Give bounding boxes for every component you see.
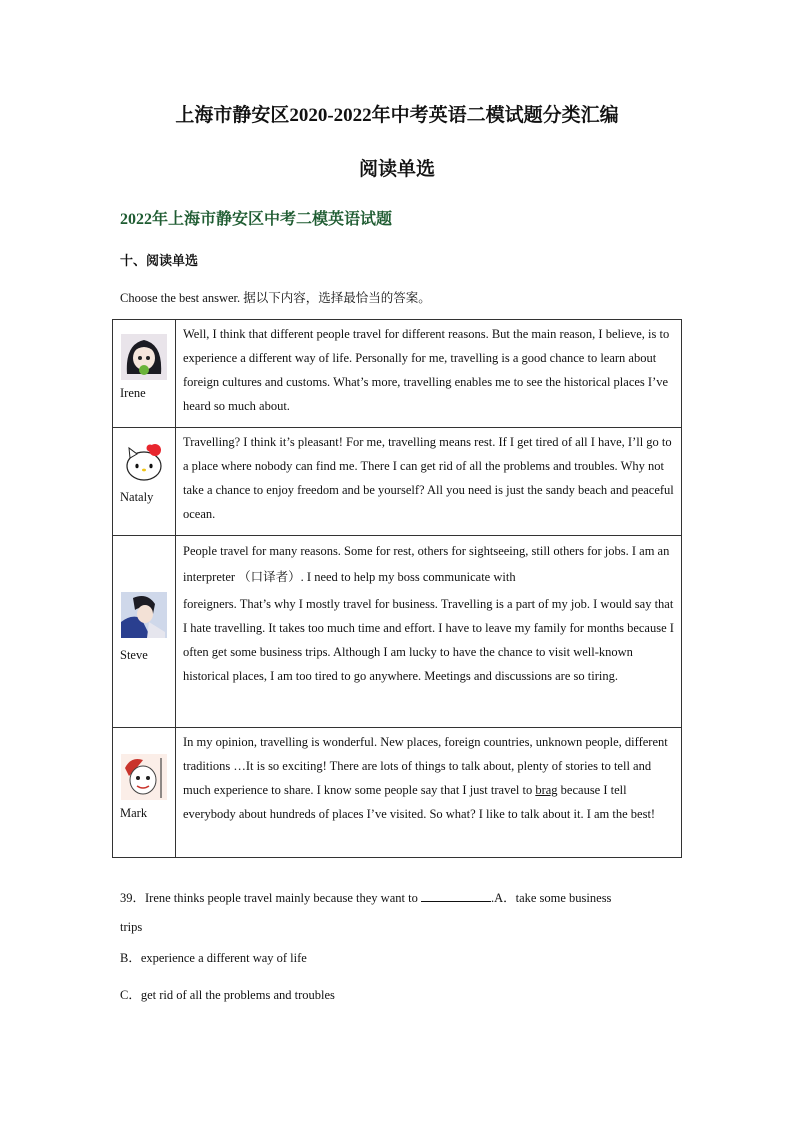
answer-blank <box>421 889 491 902</box>
person-name: Steve <box>120 648 148 662</box>
person-text <box>176 728 682 858</box>
mark-text-before: In my opinion, travelling is wonderful. New places, foreign countries, unknown people, different traditions …It is so exciting! There are lots of things to talk about, plenty of stories to tell and much experience to share. I know some people say that I just travel to <box>183 735 668 797</box>
person-cell <box>113 728 176 858</box>
steve-avatar-icon <box>121 592 167 638</box>
option-a: .A．take some business <box>490 891 612 905</box>
nataly-avatar-icon <box>121 438 167 484</box>
table-row <box>113 320 682 428</box>
steve-text-part1: People travel for many reasons. Some for rest, others for sightseeing, still others for jobs. I am an interpreter （口译者）. I need to help my boss communicate with <box>183 544 670 584</box>
instructions: Choose the best answer. 据以下内容，选择最恰当的答案。 <box>120 291 431 305</box>
section-heading: 2022年上海市静安区中考二模英语试题 <box>120 211 393 228</box>
steve-text-part2: foreigners. That’s why I mostly travel for business. Travelling is a part of my job. I would say that I hate travelling. It takes too much time and effort. I have to leave my family for months because I often get some business trips. Although I am lucky to have the chance to visit well-known historical places, I am too tired to go anywhere. Meetings and discussions are so tiring. <box>183 597 674 683</box>
mark-text-after: because I tell everybody about hundreds of places I’ve visited. So what? I like to talk about it. I am the best! <box>183 783 656 821</box>
person-cell <box>113 428 176 536</box>
option-a-wrap: trips <box>120 920 143 934</box>
question-39 <box>120 888 611 906</box>
person-text: Well, I think that different people travel for different reasons. But the main reason, I believe, is to experience a different way of life. Personally for me, travelling is a good chance to learn about foreign cultures and customs. What’s more, travelling enables me to see the historical places I’ve heard so much about. <box>176 320 682 428</box>
option-b: B．experience a different way of life <box>120 951 307 965</box>
irene-avatar-icon <box>121 334 167 380</box>
mark-avatar-icon <box>121 754 167 800</box>
person-cell <box>113 320 176 428</box>
document-subtitle: 阅读单选 <box>358 159 435 180</box>
person-text <box>176 536 682 728</box>
table-row <box>113 728 682 858</box>
table-row <box>113 428 682 536</box>
person-cell <box>113 536 176 728</box>
part-heading: 十、阅读单选 <box>120 253 199 268</box>
table-row <box>113 536 682 728</box>
question-stem: 39．Irene thinks people travel mainly because they want to <box>120 891 421 905</box>
person-name: Nataly <box>120 490 154 504</box>
person-name: Irene <box>120 386 146 400</box>
document-title: 上海市静安区2020-2022年中考英语二模试题分类汇编 <box>175 105 619 126</box>
underlined-word: brag <box>535 783 558 797</box>
reading-table <box>112 319 682 858</box>
person-text: Travelling? I think it’s pleasant! For me, travelling means rest. If I get tired of all I have, I’ll go to a place where nobody can find me. There I can get rid of all the problems and troubles. Why not take a chance to enjoy freedom and be yourself? All you need is just the sandy beach and peaceful ocean. <box>176 428 682 536</box>
person-name: Mark <box>120 806 148 820</box>
option-c: C．get rid of all the problems and troubles <box>120 988 335 1002</box>
